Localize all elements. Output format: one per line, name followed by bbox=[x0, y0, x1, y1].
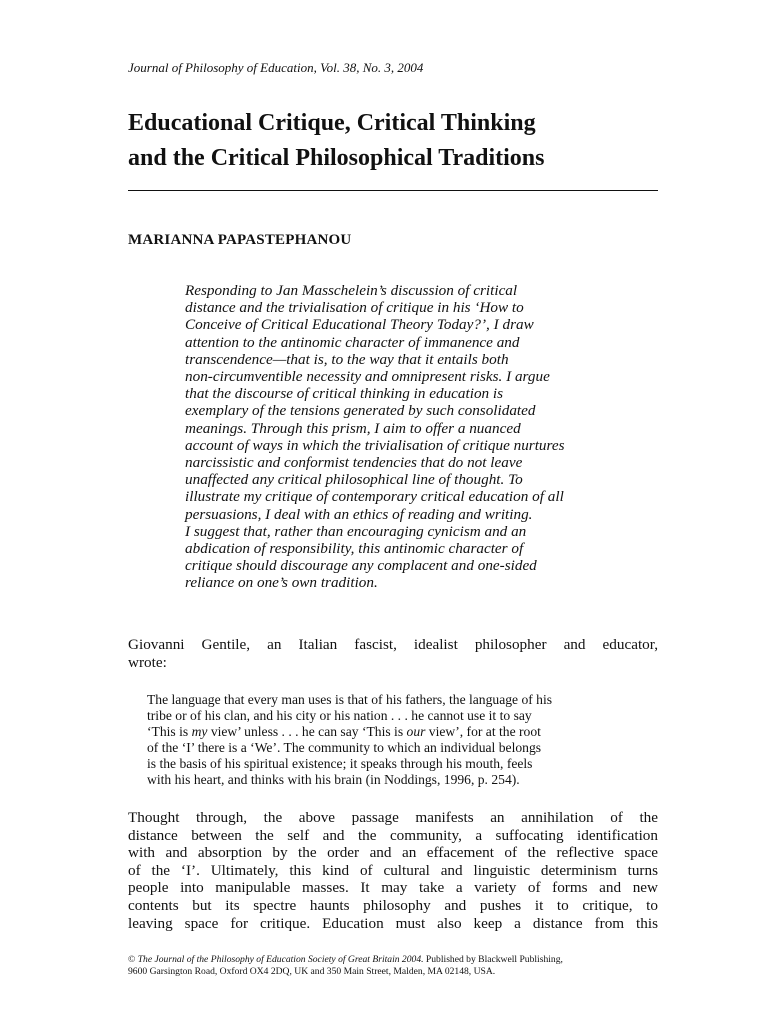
quote-emphasis: my bbox=[191, 724, 208, 740]
abstract-line: transcendence—that is, to the way that it entails both bbox=[185, 350, 509, 368]
abstract-line: account of ways in which the trivialisation of critique nurtures bbox=[185, 436, 565, 454]
copyright-symbol: © bbox=[128, 954, 136, 965]
quote-text: view’ unless . . . he can say ‘This is bbox=[207, 724, 407, 740]
abstract-line: unaffected any critical philosophical line of thought. To bbox=[185, 471, 523, 489]
footer-text: Published by Blackwell Publishing, bbox=[423, 954, 563, 965]
body-paragraph bbox=[128, 636, 658, 671]
abstract-line: narcissistic and conformist tendencies that do not leave bbox=[185, 454, 523, 472]
title-divider bbox=[128, 190, 658, 191]
paragraph-line: leaving space for critique. Education must also keep a distance from this bbox=[128, 914, 658, 932]
article-title bbox=[128, 106, 668, 176]
title-line: and the Critical Philosophical Traditions bbox=[128, 145, 545, 171]
abstract-line: illustrate my critique of contemporary critical education of all bbox=[185, 488, 564, 506]
quote-line: with his heart, and thinks with his brain (in Noddings, 1996, p. 254). bbox=[147, 772, 520, 788]
quote-text: ‘This is bbox=[147, 724, 192, 740]
footer-line bbox=[128, 954, 668, 966]
abstract-line: exemplary of the tensions generated by such consolidated bbox=[185, 402, 536, 420]
abstract-line: Responding to Jan Masschelein’s discussion of critical bbox=[185, 282, 518, 299]
abstract-line: that the discourse of critical thinking in education is bbox=[185, 385, 504, 403]
paragraph-line: Thought through, the above passage manifests an annihilation of the bbox=[128, 809, 658, 826]
paragraph-line: distance between the self and the community, a suffocating identification bbox=[128, 826, 658, 844]
quote-emphasis: our bbox=[406, 724, 426, 740]
quote-line: is the basis of his spiritual existence; it speaks through his mouth, feels bbox=[147, 756, 533, 772]
abstract bbox=[185, 282, 655, 592]
quote-line: tribe or of his clan, and his city or his nation . . . he cannot use it to say bbox=[147, 708, 532, 724]
quote-line: The language that every man uses is that of his fathers, the language of his bbox=[147, 692, 553, 707]
title-line: Educational Critique, Critical Thinking bbox=[128, 110, 536, 136]
paragraph-line: of the ‘I’. Ultimately, this kind of cultural and linguistic determinism turns bbox=[128, 861, 658, 879]
paragraph-line: with and absorption by the order and an effacement of the reflective space bbox=[128, 844, 658, 862]
abstract-line: I suggest that, rather than encouraging cynicism and an bbox=[185, 522, 527, 540]
footer-italic-text: The Journal of the Philosophy of Education Society of Great Britain 2004. bbox=[135, 954, 424, 965]
copyright-footer bbox=[128, 954, 668, 978]
journal-citation: Journal of Philosophy of Education, Vol. 38, No. 3, 2004 bbox=[128, 60, 424, 75]
paragraph-line: Giovanni Gentile, an Italian fascist, idealist philosopher and educator, bbox=[128, 636, 658, 653]
abstract-line: distance and the trivialisation of critique in his ‘How to bbox=[185, 299, 524, 317]
block-quote bbox=[147, 692, 647, 789]
abstract-line: non-circumventible necessity and omnipresent risks. I argue bbox=[185, 368, 550, 386]
paragraph-line: contents but its spectre haunts philosophy and pushes it to critique, to bbox=[128, 896, 658, 914]
abstract-line: attention to the antinomic character of immanence and bbox=[185, 333, 520, 351]
abstract-line: reliance on one’s own tradition. bbox=[185, 574, 378, 592]
abstract-line: meanings. Through this prism, I aim to offer a nuanced bbox=[185, 419, 521, 437]
abstract-line: critique should discourage any complacent and one-sided bbox=[185, 557, 537, 575]
footer-line: 9600 Garsington Road, Oxford OX4 2DQ, UK and 350 Main Street, Malden, MA 02148, USA. bbox=[128, 966, 496, 977]
body-paragraph bbox=[128, 809, 658, 932]
quote-text: view’, for at the root bbox=[425, 724, 541, 740]
abstract-line: abdication of responsibility, this antinomic character of bbox=[185, 540, 524, 558]
paragraph-line: people into manipulable masses. It may take a variety of forms and new bbox=[128, 879, 658, 897]
abstract-line: persuasions, I deal with an ethics of reading and writing. bbox=[185, 505, 533, 523]
author-name: MARIANNA PAPASTEPHANOU bbox=[128, 232, 352, 248]
quote-line bbox=[147, 724, 647, 740]
paragraph-line: wrote: bbox=[128, 653, 167, 671]
quote-line: of the ‘I’ there is a ‘We’. The community to which an individual belongs bbox=[147, 740, 542, 756]
abstract-line: Conceive of Critical Educational Theory Today?’, I draw bbox=[185, 316, 534, 334]
